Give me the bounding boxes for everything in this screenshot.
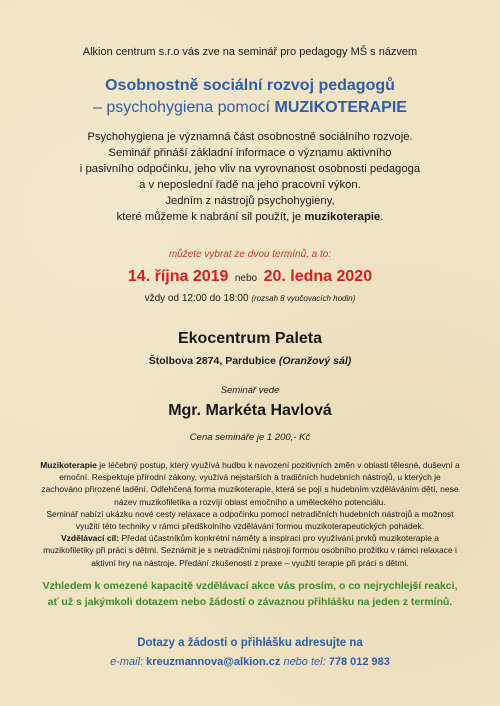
lecturer-label: Seminář vede	[220, 385, 280, 396]
contact-details	[0, 656, 500, 668]
contact-phone-link[interactable]: 778 012 983	[328, 656, 390, 668]
description-l6-bold: muzikoterapie	[304, 211, 381, 223]
body-paragraph-2: Seminář nabízí ukázku nové cesty relaxace a odpočinku pomocí netradičních hudebních nástrojů a možnost využití této techniky v rámci předškolního vzdělávání formou muzikoterapeutických pohádek.	[46, 508, 454, 532]
title-line2-bold: MUZIKOTERAPIE	[274, 99, 407, 116]
date-or: nebo	[234, 273, 258, 284]
description-l6-prefix: které můžeme k nabrání sil použít, je	[116, 211, 305, 223]
description-line	[0, 209, 500, 225]
date-first: 14. října 2019	[127, 268, 229, 285]
venue-name: Ekocentrum Paleta	[177, 330, 323, 347]
address-room: (Oranžový sál)	[278, 355, 352, 367]
choose-dates-text: můžete vybrat ze dvou termínů, a to:	[168, 249, 332, 260]
seminar-time	[0, 293, 500, 304]
body-p1-text: je léčebný postup, který využívá hudbu k navození pozitivních změn v oblasti tělesné, duševní a emoční. Respektuje přírodní zákony, využívá nejstarších a tradičních hudebních nástrojů, u kterých je zachováno přirozené ladění. Odlehčená forma muzikoterapie, která se pojí s hudebním vzděláváním dětí, nese název muzikofiletika a rozvíjí oblast emočního a uměleckého potenciálu.	[41, 460, 460, 507]
description-line: Seminář přináší základní informace o významu aktivního	[108, 147, 392, 159]
seminar-title-line2	[0, 99, 500, 117]
description-line: Psychohygiena je významná část osobnostně sociálního rozvoje.	[87, 131, 413, 143]
seminar-dates	[0, 268, 500, 286]
time-note: (rozsah 8 vyučovacích hodin)	[251, 294, 356, 303]
phone-label: nebo tel:	[280, 656, 329, 668]
description-line: Jedním z nástrojů psychohygieny,	[165, 195, 335, 207]
contact-heading: Dotazy a žádosti o přihlášku adresujte na	[137, 637, 363, 649]
contact-email-link[interactable]: kreuzmannova@alkion.cz	[146, 656, 281, 668]
description	[0, 129, 500, 225]
seminar-body	[40, 459, 460, 569]
body-p3-text: Předat účastníkům konkrétní náměty a inspiraci pro využívání prvků muzikoterapie a muzikofiletiky při práci s dětmi. Seznámit je s netradičními nástroji formou osobního prožitku v rámci relaxace i aktivní hry na nástroje. Předání zkušeností z praxe – využití terapie při práci s dětmi.	[43, 533, 457, 568]
description-line: i pasivního odpočinku, jeho vliv na vyrovnanost osobnosti pedagoga	[79, 163, 421, 175]
notice-line: ať už s jakýmkoli dotazem nebo žádostí o závaznou přihlášku na jeden z termínů.	[47, 596, 453, 608]
body-p3-bold: Vzdělávací cíl:	[61, 533, 120, 544]
title-line2-prefix: – psychohygiena pomocí	[93, 99, 275, 116]
capacity-notice	[20, 578, 480, 610]
time-range: vždy od 12:00 do 18:00	[144, 293, 249, 304]
seminar-price: Cena semináře je 1 200,- Kč	[189, 432, 311, 443]
notice-line: Vzhledem k omezené kapacitě vzdělávací akce vás prosím, o co nejrychlejší reakci,	[42, 580, 458, 592]
description-l6-suffix: .	[380, 211, 384, 223]
body-paragraph-1	[40, 459, 460, 508]
description-line: a v neposlední řadě na jeho pracovní výkon.	[139, 179, 361, 191]
venue-address	[0, 355, 500, 367]
date-second: 20. ledna 2020	[263, 268, 373, 285]
lecturer-name: Mgr. Markéta Havlová	[168, 402, 332, 419]
email-label: e-mail:	[110, 656, 147, 668]
body-paragraph-3	[40, 532, 460, 569]
address-street: Štolbova 2874, Pardubice	[148, 355, 279, 367]
intro-text: Alkion centrum s.r.o vás zve na seminář pro pedagogy MŠ s názvem	[82, 46, 418, 58]
seminar-title-line1: Osobnostně sociální rozvoj pedagogů	[105, 77, 395, 94]
body-p1-bold: Muzikoterapie	[40, 460, 97, 470]
